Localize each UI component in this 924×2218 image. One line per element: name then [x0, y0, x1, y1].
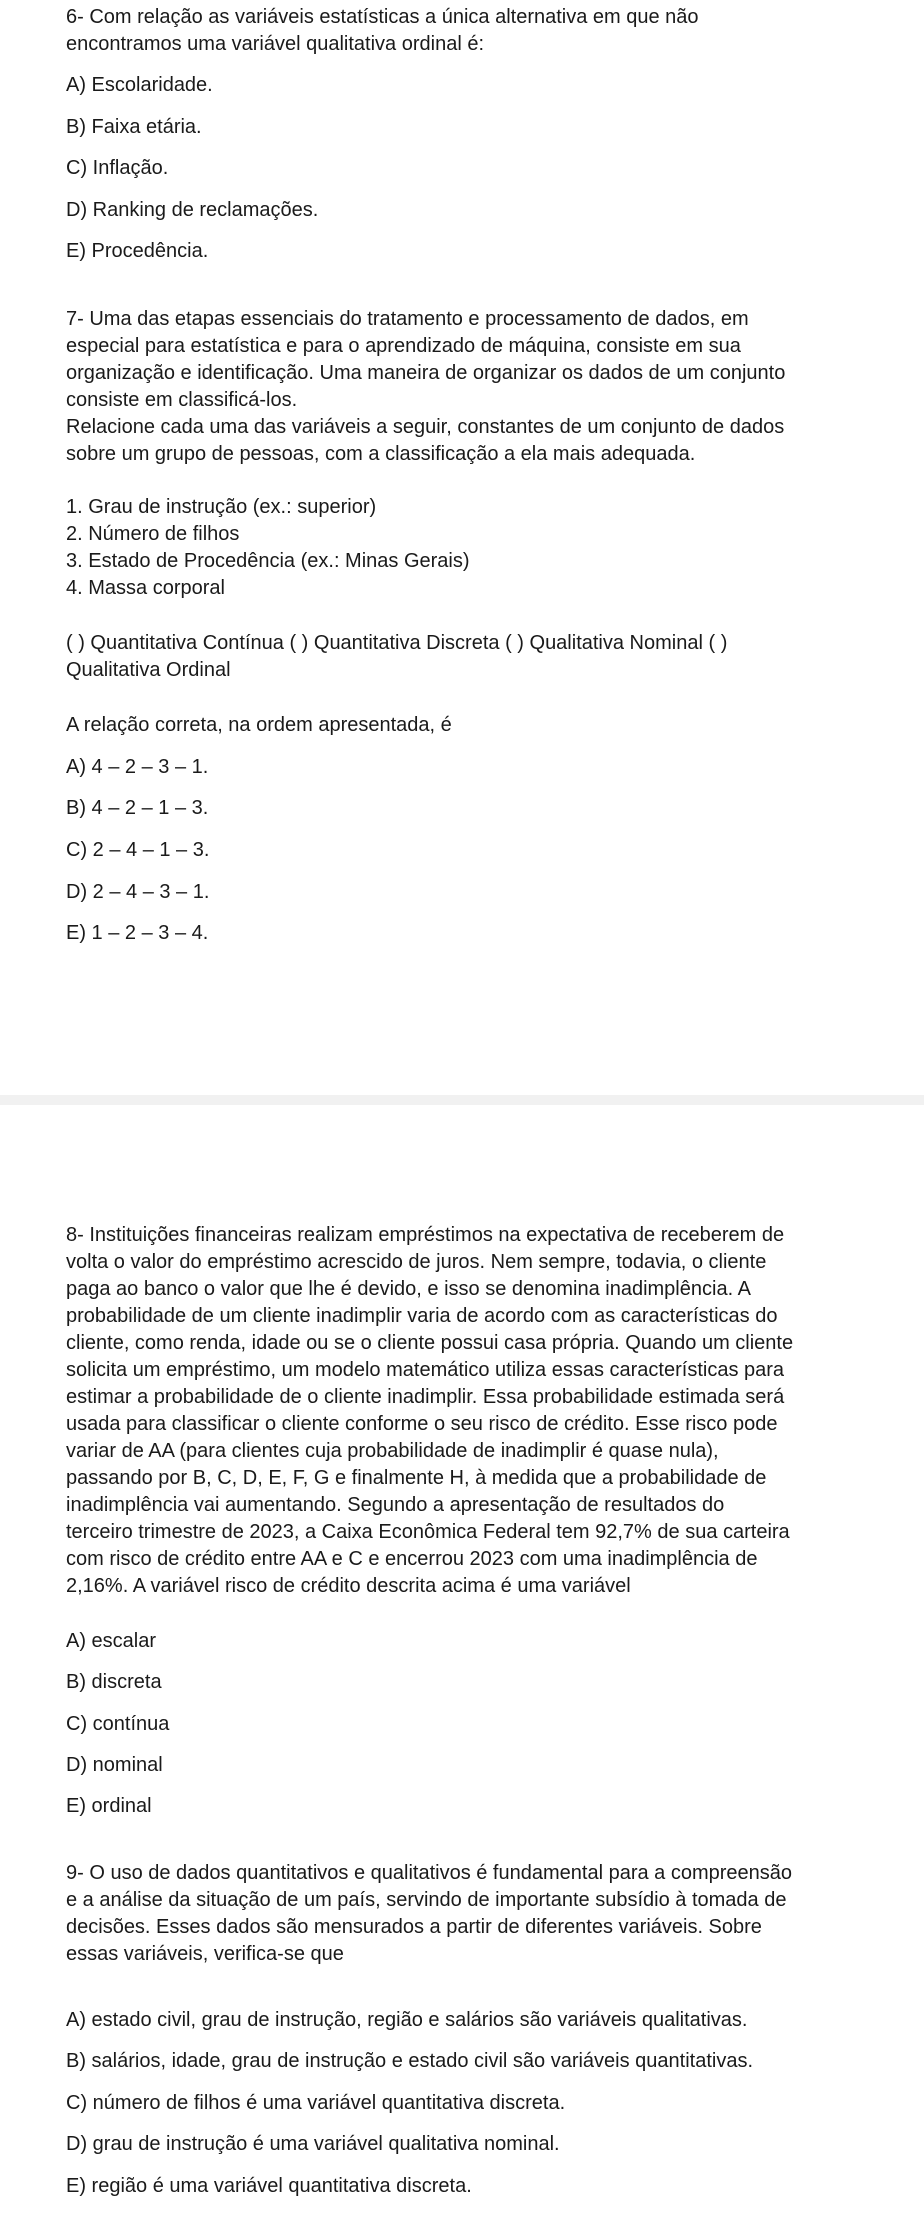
- stem-line: probabilidade de um cliente inadimplir varia de acordo com as características do: [66, 1305, 778, 1327]
- question-8-option-a: A) escalar: [66, 1630, 157, 1652]
- question-7-option-d: D) 2 – 4 – 3 – 1.: [66, 881, 210, 903]
- stem-line: com risco de crédito entre AA e C e encerrou 2023 com uma inadimplência de: [66, 1548, 758, 1570]
- page-1: [0, 0, 924, 1095]
- question-8-option-b: B) discreta: [66, 1671, 162, 1693]
- question-9-option-c: C) número de filhos é uma variável quantitativa discreta.: [66, 2092, 566, 2114]
- question-7-option-a: A) 4 – 2 – 3 – 1.: [66, 756, 209, 778]
- question-7-option-b: B) 4 – 2 – 1 – 3.: [66, 797, 209, 819]
- stem-line: solicita um empréstimo, um modelo matemático utiliza essas características para: [66, 1359, 785, 1381]
- question-6-option-a: A) Escolaridade.: [66, 74, 213, 96]
- question-7-items: [66, 494, 896, 602]
- stem-line: volta o valor do empréstimo acrescido de juros. Nem sempre, todavia, o cliente: [66, 1251, 767, 1273]
- stem-line: variar de AA (para clientes cuja probabilidade de inadimplir é quase nula),: [66, 1440, 719, 1462]
- question-9-option-b: B) salários, idade, grau de instrução e estado civil são variáveis quantitativas.: [66, 2050, 754, 2072]
- question-9-stem: [66, 1860, 896, 1968]
- stem-line: passando por B, C, D, E, F, G e finalmente H, à medida que a probabilidade de: [66, 1467, 767, 1489]
- stem-line: essas variáveis, verifica-se que: [66, 1943, 344, 1965]
- question-7-option-e: E) 1 – 2 – 3 – 4.: [66, 922, 209, 944]
- stem-line: paga ao banco o valor que lhe é devido, e isso se denomina inadimplência. A: [66, 1278, 751, 1300]
- question-8-option-c: C) contínua: [66, 1713, 170, 1735]
- stem-line: sobre um grupo de pessoas, com a classificação a ela mais adequada.: [66, 443, 696, 465]
- stem-line: usada para classificar o cliente conforme o seu risco de crédito. Esse risco pode: [66, 1413, 778, 1435]
- stem-line: 6- Com relação as variáveis estatísticas a única alternativa em que não: [66, 6, 699, 28]
- stem-line: organização e identificação. Uma maneira de organizar os dados de um conjunto: [66, 362, 786, 384]
- list-item: 2. Número de filhos: [66, 523, 240, 545]
- question-9-option-e: E) região é uma variável quantitativa discreta.: [66, 2175, 472, 2197]
- list-item: 1. Grau de instrução (ex.: superior): [66, 496, 377, 518]
- stem-line: encontramos uma variável qualitativa ordinal é:: [66, 33, 484, 55]
- page-2: [0, 1105, 924, 2218]
- classification-line: Qualitativa Ordinal: [66, 659, 231, 681]
- stem-line: inadimplência vai aumentando. Segundo a apresentação de resultados do: [66, 1494, 725, 1516]
- question-7-classifications: [66, 630, 896, 684]
- question-6-option-e: E) Procedência.: [66, 240, 209, 262]
- question-7-prompt: A relação correta, na ordem apresentada, é: [66, 714, 452, 736]
- question-8-option-e: E) ordinal: [66, 1795, 152, 1817]
- question-8-stem: [66, 1222, 896, 1600]
- stem-line: consiste em classificá-los.: [66, 389, 298, 411]
- question-6-option-b: B) Faixa etária.: [66, 116, 202, 138]
- stem-line: decisões. Esses dados são mensurados a partir de diferentes variáveis. Sobre: [66, 1916, 762, 1938]
- stem-line: e a análise da situação de um país, servindo de importante subsídio à tomada de: [66, 1889, 787, 1911]
- question-7-option-c: C) 2 – 4 – 1 – 3.: [66, 839, 210, 861]
- stem-line: especial para estatística e para o aprendizado de máquina, consiste em sua: [66, 335, 741, 357]
- question-7-stem: [66, 306, 896, 468]
- stem-line: 2,16%. A variável risco de crédito descrita acima é uma variável: [66, 1575, 631, 1597]
- stem-line: cliente, como renda, idade ou se o cliente possui casa própria. Quando um cliente: [66, 1332, 794, 1354]
- stem-line: 9- O uso de dados quantitativos e qualitativos é fundamental para a compreensão: [66, 1862, 793, 1884]
- question-8-option-d: D) nominal: [66, 1754, 163, 1776]
- classification-line: ( ) Quantitativa Contínua ( ) Quantitativa Discreta ( ) Qualitativa Nominal ( ): [66, 632, 728, 654]
- stem-line: 8- Instituições financeiras realizam empréstimos na expectativa de receberem de: [66, 1224, 785, 1246]
- stem-line: estimar a probabilidade de o cliente inadimplir. Essa probabilidade estimada será: [66, 1386, 785, 1408]
- question-6-option-c: C) Inflação.: [66, 157, 169, 179]
- question-6-option-d: D) Ranking de reclamações.: [66, 199, 319, 221]
- page-separator: [0, 1095, 924, 1105]
- question-9-option-d: D) grau de instrução é uma variável qualitativa nominal.: [66, 2133, 560, 2155]
- question-6-stem: [66, 4, 896, 58]
- list-item: 3. Estado de Procedência (ex.: Minas Gerais): [66, 550, 470, 572]
- list-item: 4. Massa corporal: [66, 577, 225, 599]
- stem-line: 7- Uma das etapas essenciais do tratamento e processamento de dados, em: [66, 308, 749, 330]
- question-9-option-a: A) estado civil, grau de instrução, região e salários são variáveis qualitativas.: [66, 2009, 748, 2031]
- stem-line: Relacione cada uma das variáveis a seguir, constantes de um conjunto de dados: [66, 416, 785, 438]
- stem-line: terceiro trimestre de 2023, a Caixa Econômica Federal tem 92,7% de sua carteira: [66, 1521, 790, 1543]
